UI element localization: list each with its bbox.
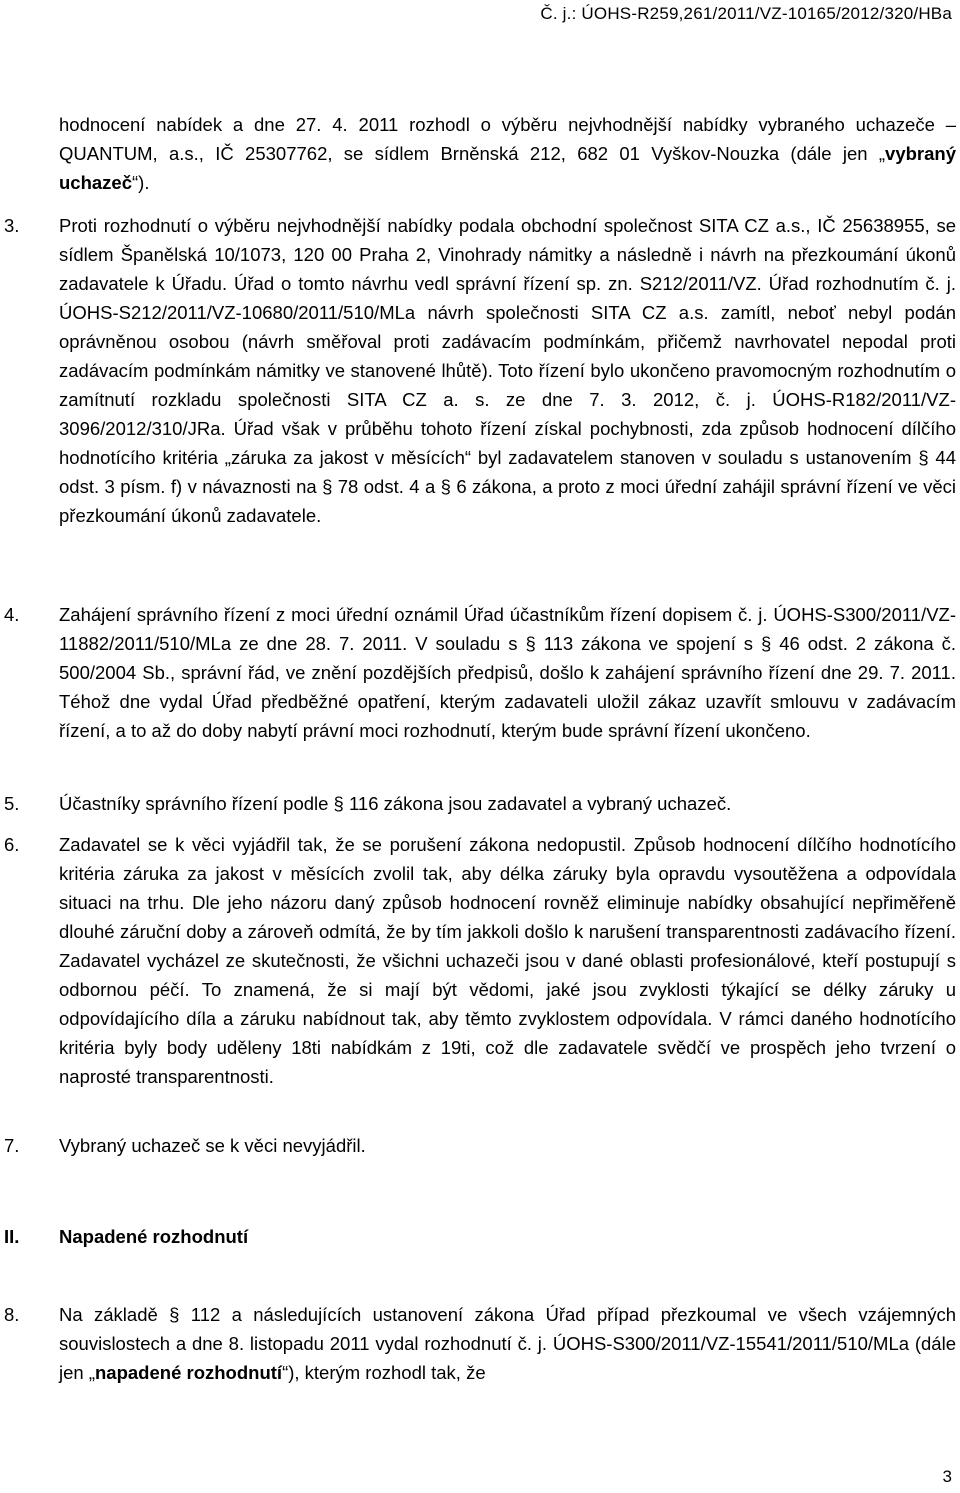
paragraph-7: Vybraný uchazeč se k věci nevyjádřil.: [59, 1135, 366, 1156]
intro-paragraph: [59, 110, 956, 197]
paragraph-4: Zahájení správního řízení z moci úřední oznámil Úřad účastníkům řízení dopisem č. j. ÚOHS-S300/2011/VZ-11882/2011/510/MLa ze dne 28. 7. 2011. V souladu s § 113 zákona ve spojení s § 46 odst. 2 zákona č. 500/2004 Sb., správní řád, ve znění pozdějších předpisů, došlo k zahájení správního řízení dne 29. 7. 2011. Téhož dne vydal Úřad předběžné opatření, kterým zadavateli uložil zákaz uzavřít smlouvu v zadávacím řízení, a to až do doby nabytí právní moci rozhodnutí, kterým bude správní řízení ukončeno.: [59, 604, 956, 741]
item-number: 6.: [4, 834, 20, 855]
paragraph-6: Zadavatel se k věci vyjádřil tak, že se porušení zákona nedopustil. Způsob hodnocení dílčího hodnotícího kritéria záruka za jakost v měsících zvolil tak, aby délka záruky byla opravdu vysoutěžena a odpovídala situaci na trhu. Dle jeho názoru daný způsob hodnocení rovněž eliminuje nabídky obsahující nepřiměřeně dlouhé záruční doby a zároveň odmítá, že by tím jakkoli došlo k narušení transparentnosti zadávacího řízení. Zadavatel vycházel ze skutečnosti, že všichni uchazeči jsou v dané oblasti profesionálové, kteří postupují s odbornou péčí. To znamená, že si mají být vědomi, jaké jsou zvyklosti týkající se délky záruky u odpovídajícího díla a záruku nabídnout tak, aby těmto zvyklostem odpovídala. V rámci daného hodnotícího kritéria byly body uděleny 18ti nabídkám z 19ti, což dle zadavatele svědčí ve prospěch jeho tvrzení o naprosté transparentnosti.: [59, 834, 956, 1087]
paragraph-8-text-end: “), kterým rozhodl tak, že: [282, 1362, 486, 1383]
page-number: 3: [942, 1467, 952, 1486]
section-title: Napadené rozhodnutí: [59, 1226, 249, 1247]
paragraph-8-bold-term: napadené rozhodnutí: [95, 1362, 283, 1383]
intro-text-end: “).: [132, 172, 150, 193]
item-number: 7.: [4, 1135, 20, 1156]
intro-bold-term: vybraný uchazeč: [59, 143, 956, 193]
item-number: 8.: [4, 1304, 20, 1325]
item-number: 4.: [4, 604, 20, 625]
item-number: 3.: [4, 215, 20, 236]
document-reference: Č. j.: ÚOHS-R259,261/2011/VZ-10165/2012/320/HBa: [540, 4, 952, 23]
intro-text: hodnocení nabídek a dne 27. 4. 2011 rozhodl o výběru nejvhodnější nabídky vybraného uchazeče – QUANTUM, a.s., IČ 25307762, se sídlem Brněnská 212, 682 01 Vyškov-Nouzka (dále jen „: [59, 114, 956, 164]
paragraph-5: Účastníky správního řízení podle § 116 zákona jsou zadavatel a vybraný uchazeč.: [59, 793, 732, 814]
item-number: 5.: [4, 793, 20, 814]
paragraph-8: [59, 1300, 956, 1387]
paragraph-8-text: Na základě § 112 a následujících ustanovení zákona Úřad případ přezkoumal ve všech vzájemných souvislostech a dne 8. listopadu 2011 vydal rozhodnutí č. j. ÚOHS-S300/2011/VZ-15541/2011/510/MLa (dále jen „: [59, 1304, 956, 1383]
section-number: II.: [4, 1226, 20, 1247]
paragraph-3: Proti rozhodnutí o výběru nejvhodnější nabídky podala obchodní společnost SITA CZ a.s., IČ 25638955, se sídlem Španělská 10/1073, 120 00 Praha 2, Vinohrady námitky a následně i návrh na přezkoumání úkonů zadavatele k Úřadu. Úřad o tomto návrhu vedl správní řízení sp. zn. S212/2011/VZ. Úřad rozhodnutím č. j. ÚOHS-S212/2011/VZ-10680/2011/510/MLa návrh společnosti SITA CZ a.s. zamítl, neboť nebyl podán oprávněnou osobou (návrh směřoval proti zadávacím podmínkám, přičemž navrhovatel nepodal proti zadávacím podmínkám námitky ve stanovené lhůtě). Toto řízení bylo ukončeno pravomocným rozhodnutím o zamítnutí rozkladu společnosti SITA CZ a. s. ze dne 7. 3. 2012, č. j. ÚOHS-R182/2011/VZ-3096/2012/310/JRa. Úřad však v průběhu tohoto řízení získal pochybnosti, zda způsob hodnocení dílčího hodnotícího kritéria „záruka za jakost v měsících“ byl zadavatelem stanoven v souladu s ustanovením § 44 odst. 3 písm. f) v návaznosti na § 78 odst. 4 a § 6 zákona, a proto z moci úřední zahájil správní řízení ve věci přezkoumání úkonů zadavatele.: [59, 215, 956, 526]
